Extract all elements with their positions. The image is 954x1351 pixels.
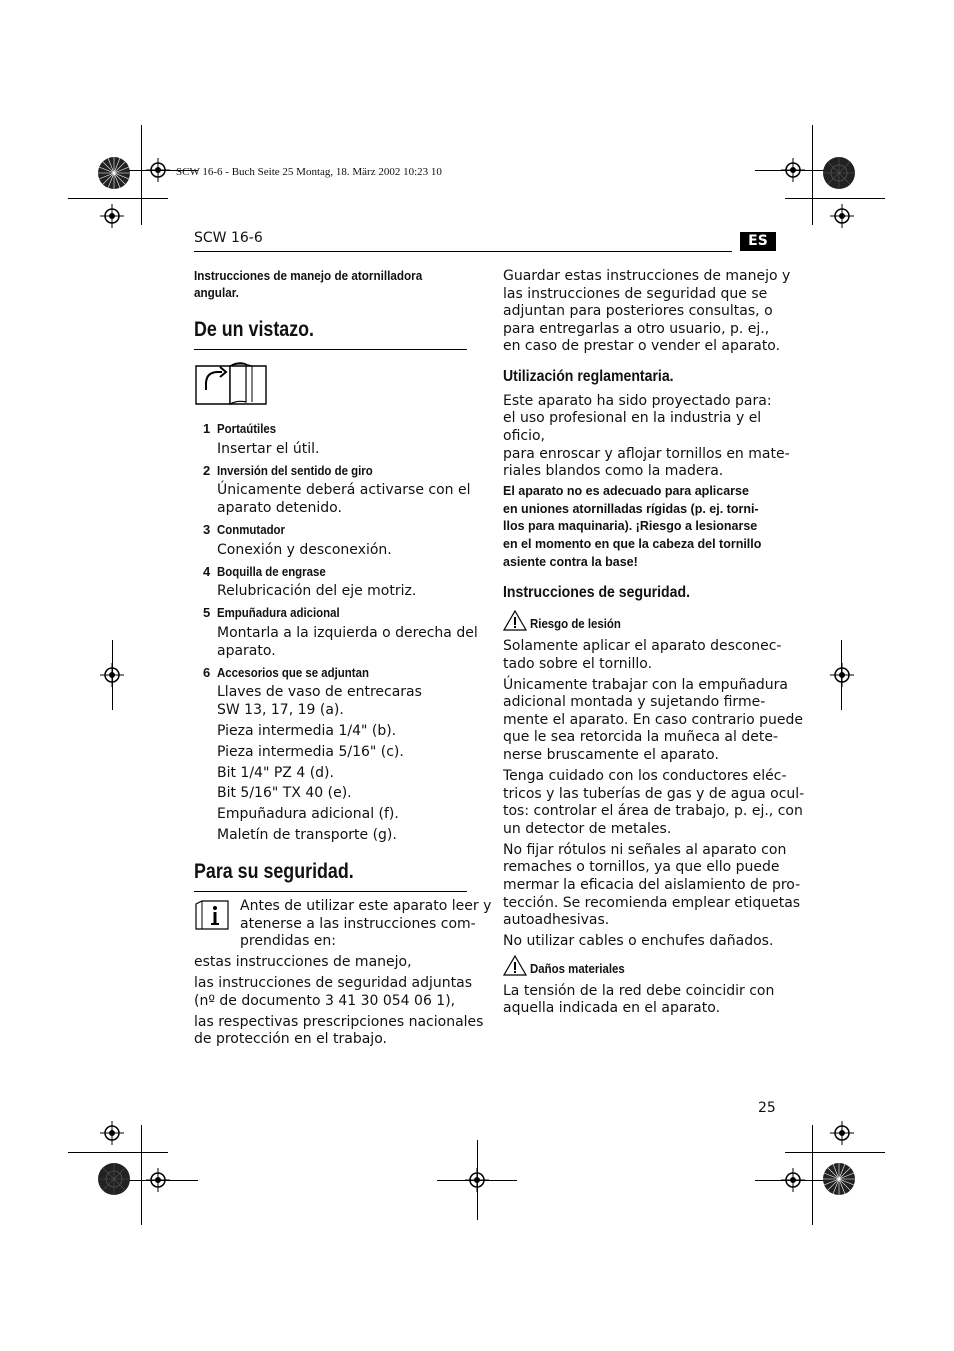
paragraph-line: La tensión de la red debe coincidir con: [503, 983, 775, 999]
paragraph-line: autoadhesivas.: [503, 912, 610, 928]
page-number: 25: [758, 1100, 776, 1116]
registration-mark-icon: [100, 663, 124, 687]
paragraph-line: Solamente aplicar el aparato desconec-: [503, 638, 782, 654]
paragraph-line: (nº de documento 3 41 30 054 06 1),: [194, 993, 456, 1009]
paragraph-line: Guardar estas instrucciones de manejo y: [503, 268, 791, 284]
paragraph-line: tos: controlar el área de trabajo, p. ej., con: [503, 803, 803, 819]
paragraph-line: las instrucciones de seguridad adjuntas: [194, 975, 472, 991]
item-description: Bit 1/4" PZ 4 (d).: [217, 765, 334, 781]
warning-note: El aparato no es adecuado para aplicarse: [503, 484, 749, 498]
paragraph-line: las instrucciones de seguridad que se: [503, 286, 768, 302]
info-note-icon: [195, 900, 229, 930]
paragraph-line: Únicamente trabajar con la empuñadura: [503, 677, 788, 693]
registration-mark-icon: [830, 204, 854, 228]
registration-mark-icon: [100, 1121, 124, 1145]
registration-mark-icon: [830, 1121, 854, 1145]
paragraph-line: aquella indicada en el aparato.: [503, 1000, 721, 1016]
crop-mark: [477, 1140, 478, 1220]
info-note-text: atenerse a las instrucciones com-: [240, 916, 476, 932]
paragraph-line: No fijar rótulos ni señales al aparato con: [503, 842, 787, 858]
section-rule: [194, 891, 467, 892]
paragraph-line: mermar la eficacia del aislamiento de pro-: [503, 877, 801, 893]
paragraph-line: el uso profesional en la industria y el: [503, 410, 762, 426]
item-description: aparato detenido.: [217, 500, 342, 516]
crop-mark: [68, 1152, 168, 1153]
print-slug: SCW 16-6 - Buch Seite 25 Montag, 18. März 2002 10:23 10: [176, 166, 442, 178]
crop-mark: [141, 1125, 142, 1225]
registration-mark-icon: [100, 204, 124, 228]
warning-triangle-icon: [503, 955, 527, 976]
paragraph-line: que le sea retorcida la muñeca al dete-: [503, 729, 778, 745]
paragraph-line: adicional montada y sujetando firme-: [503, 694, 766, 710]
paragraph-line: oficio,: [503, 428, 545, 444]
item-description: Pieza intermedia 1/4" (b).: [217, 723, 397, 739]
crop-mark: [785, 1152, 885, 1153]
paragraph-line: tricos y las tuberías de gas y de agua ocul-: [503, 786, 805, 802]
item-description: Maletín de transporte (g).: [217, 827, 397, 843]
item-description: aparato.: [217, 643, 276, 659]
warning-note: llos para maquinaria). ¡Riesgo a lesionarse: [503, 519, 758, 533]
item-description: Conexión y desconexión.: [217, 542, 392, 558]
registration-mark-icon: [830, 663, 854, 687]
paragraph-line: un detector de metales.: [503, 821, 672, 837]
info-note-text: prendidas en:: [240, 933, 337, 949]
paragraph-line: estas instrucciones de manejo,: [194, 954, 412, 970]
crop-mark: [785, 198, 885, 199]
starburst-mark-icon: [822, 1162, 856, 1196]
crop-mark: [68, 198, 168, 199]
item-description: Únicamente deberá activarse con el: [217, 482, 471, 498]
warning-note: asiente contra la base!: [503, 555, 638, 569]
subsection-title-use: Utilización reglamentaria.: [503, 368, 674, 385]
intro-heading: Instrucciones de manejo de atornilladora angular.: [194, 268, 423, 300]
starburst-mark-icon: [97, 156, 131, 190]
subsection-title-safety: Instrucciones de seguridad.: [503, 584, 690, 601]
paragraph-line: nerse bruscamente el aparato.: [503, 747, 719, 763]
paragraph-line: para enroscar y aflojar tornillos en mate-: [503, 446, 790, 462]
warning-note: en uniones atornilladas rígidas (p. ej. torni-: [503, 502, 759, 516]
paragraph-line: Tenga cuidado con los conductores eléc-: [503, 768, 787, 784]
paragraph-line: No utilizar cables o enchufes dañados.: [503, 933, 774, 949]
paragraph-line: Este aparato ha sido proyectado para:: [503, 393, 772, 409]
item-description: Insertar el útil.: [217, 441, 320, 457]
book-icon: [194, 360, 268, 406]
header-rule: [194, 251, 732, 252]
injury-heading: Riesgo de lesión: [530, 616, 621, 631]
paragraph-line: tado sobre el tornillo.: [503, 656, 653, 672]
paragraph-line: remaches o tornillos, ya que ello puede: [503, 859, 780, 875]
section-title-overview: De un vistazo.: [194, 318, 315, 341]
paragraph-line: las respectivas prescripciones nacionales: [194, 1014, 484, 1030]
crop-mark: [812, 1125, 813, 1225]
warning-note: en el momento en que la cabeza del tornillo: [503, 537, 762, 551]
paragraph-line: mente el aparato. En caso contrario puede: [503, 712, 803, 728]
item-description: Relubricación del eje motriz.: [217, 583, 417, 599]
item-description: Pieza intermedia 5/16" (c).: [217, 744, 404, 760]
starburst-mark-icon: [822, 156, 856, 190]
item-description: Bit 5/16" TX 40 (e).: [217, 785, 352, 801]
paragraph-line: tección. Se recomienda emplear etiquetas: [503, 895, 801, 911]
item-description: Montarla a la izquierda o derecha del: [217, 625, 478, 641]
language-badge: ES: [740, 232, 776, 251]
paragraph-line: en caso de prestar o vender el aparato.: [503, 338, 781, 354]
info-note-text: Antes de utilizar este aparato leer y: [240, 898, 492, 914]
paragraph-line: de protección en el trabajo.: [194, 1031, 387, 1047]
crop-mark: [141, 125, 142, 225]
paragraph-line: para entregarlas a otro usuario, p. ej.,: [503, 321, 770, 337]
crop-mark: [812, 125, 813, 225]
starburst-mark-icon: [97, 1162, 131, 1196]
section-title-safety: Para su seguridad.: [194, 860, 354, 883]
item-description: Llaves de vaso de entrecaras: [217, 684, 422, 700]
warning-triangle-icon: [503, 610, 527, 631]
paragraph-line: adjuntan para posteriores consultas, o: [503, 303, 773, 319]
paragraph-line: riales blandos como la madera.: [503, 463, 724, 479]
model-header: SCW 16-6: [194, 230, 263, 246]
section-rule: [194, 349, 467, 350]
item-description: SW 13, 17, 19 (a).: [217, 702, 344, 718]
damage-heading: Daños materiales: [530, 961, 625, 976]
item-description: Empuñadura adicional (f).: [217, 806, 399, 822]
